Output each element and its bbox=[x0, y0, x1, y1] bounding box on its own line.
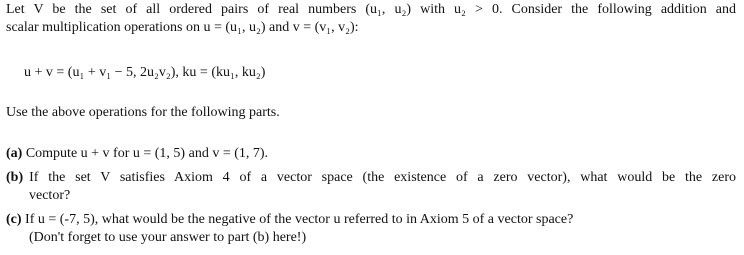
part-b-line-2: vector? bbox=[29, 188, 71, 203]
part-a bbox=[6, 145, 268, 163]
instruction-text: Use the above operations for the following parts. bbox=[6, 105, 280, 120]
part-c-line-2: (Don't forget to use your answer to part (b) here!) bbox=[29, 230, 307, 245]
part-a-text: Compute u + v for u = (1, 5) and v = (1, 7). bbox=[25, 146, 269, 161]
part-c bbox=[6, 211, 573, 229]
part-c-line-1: If u = (-7, 5), what would be the negative of the vector u referred to in Axiom 5 of a vector space? bbox=[25, 212, 574, 227]
operations-definition: u + v = (u₁ + v₁ − 5, 2u₂v₂), ku = (ku₁, ku₂) bbox=[24, 65, 266, 80]
part-b-label: (b) bbox=[6, 170, 24, 185]
intro-line-2: scalar multiplication operations on u = (u₁, u₂) and v = (v₁, v₂): bbox=[6, 20, 359, 35]
part-a-label: (a) bbox=[6, 146, 23, 161]
part-c-label: (c) bbox=[6, 212, 22, 227]
part-b-line-1: If the set V satisfies Axiom 4 of a vector space (the existence of a zero vector), what would be the zero bbox=[29, 170, 736, 185]
intro-line-1: Let V be the set of all ordered pairs of real numbers (u₁, u₂) with u₂ > 0. Consider the following addition and bbox=[6, 2, 736, 17]
part-b bbox=[6, 169, 736, 187]
